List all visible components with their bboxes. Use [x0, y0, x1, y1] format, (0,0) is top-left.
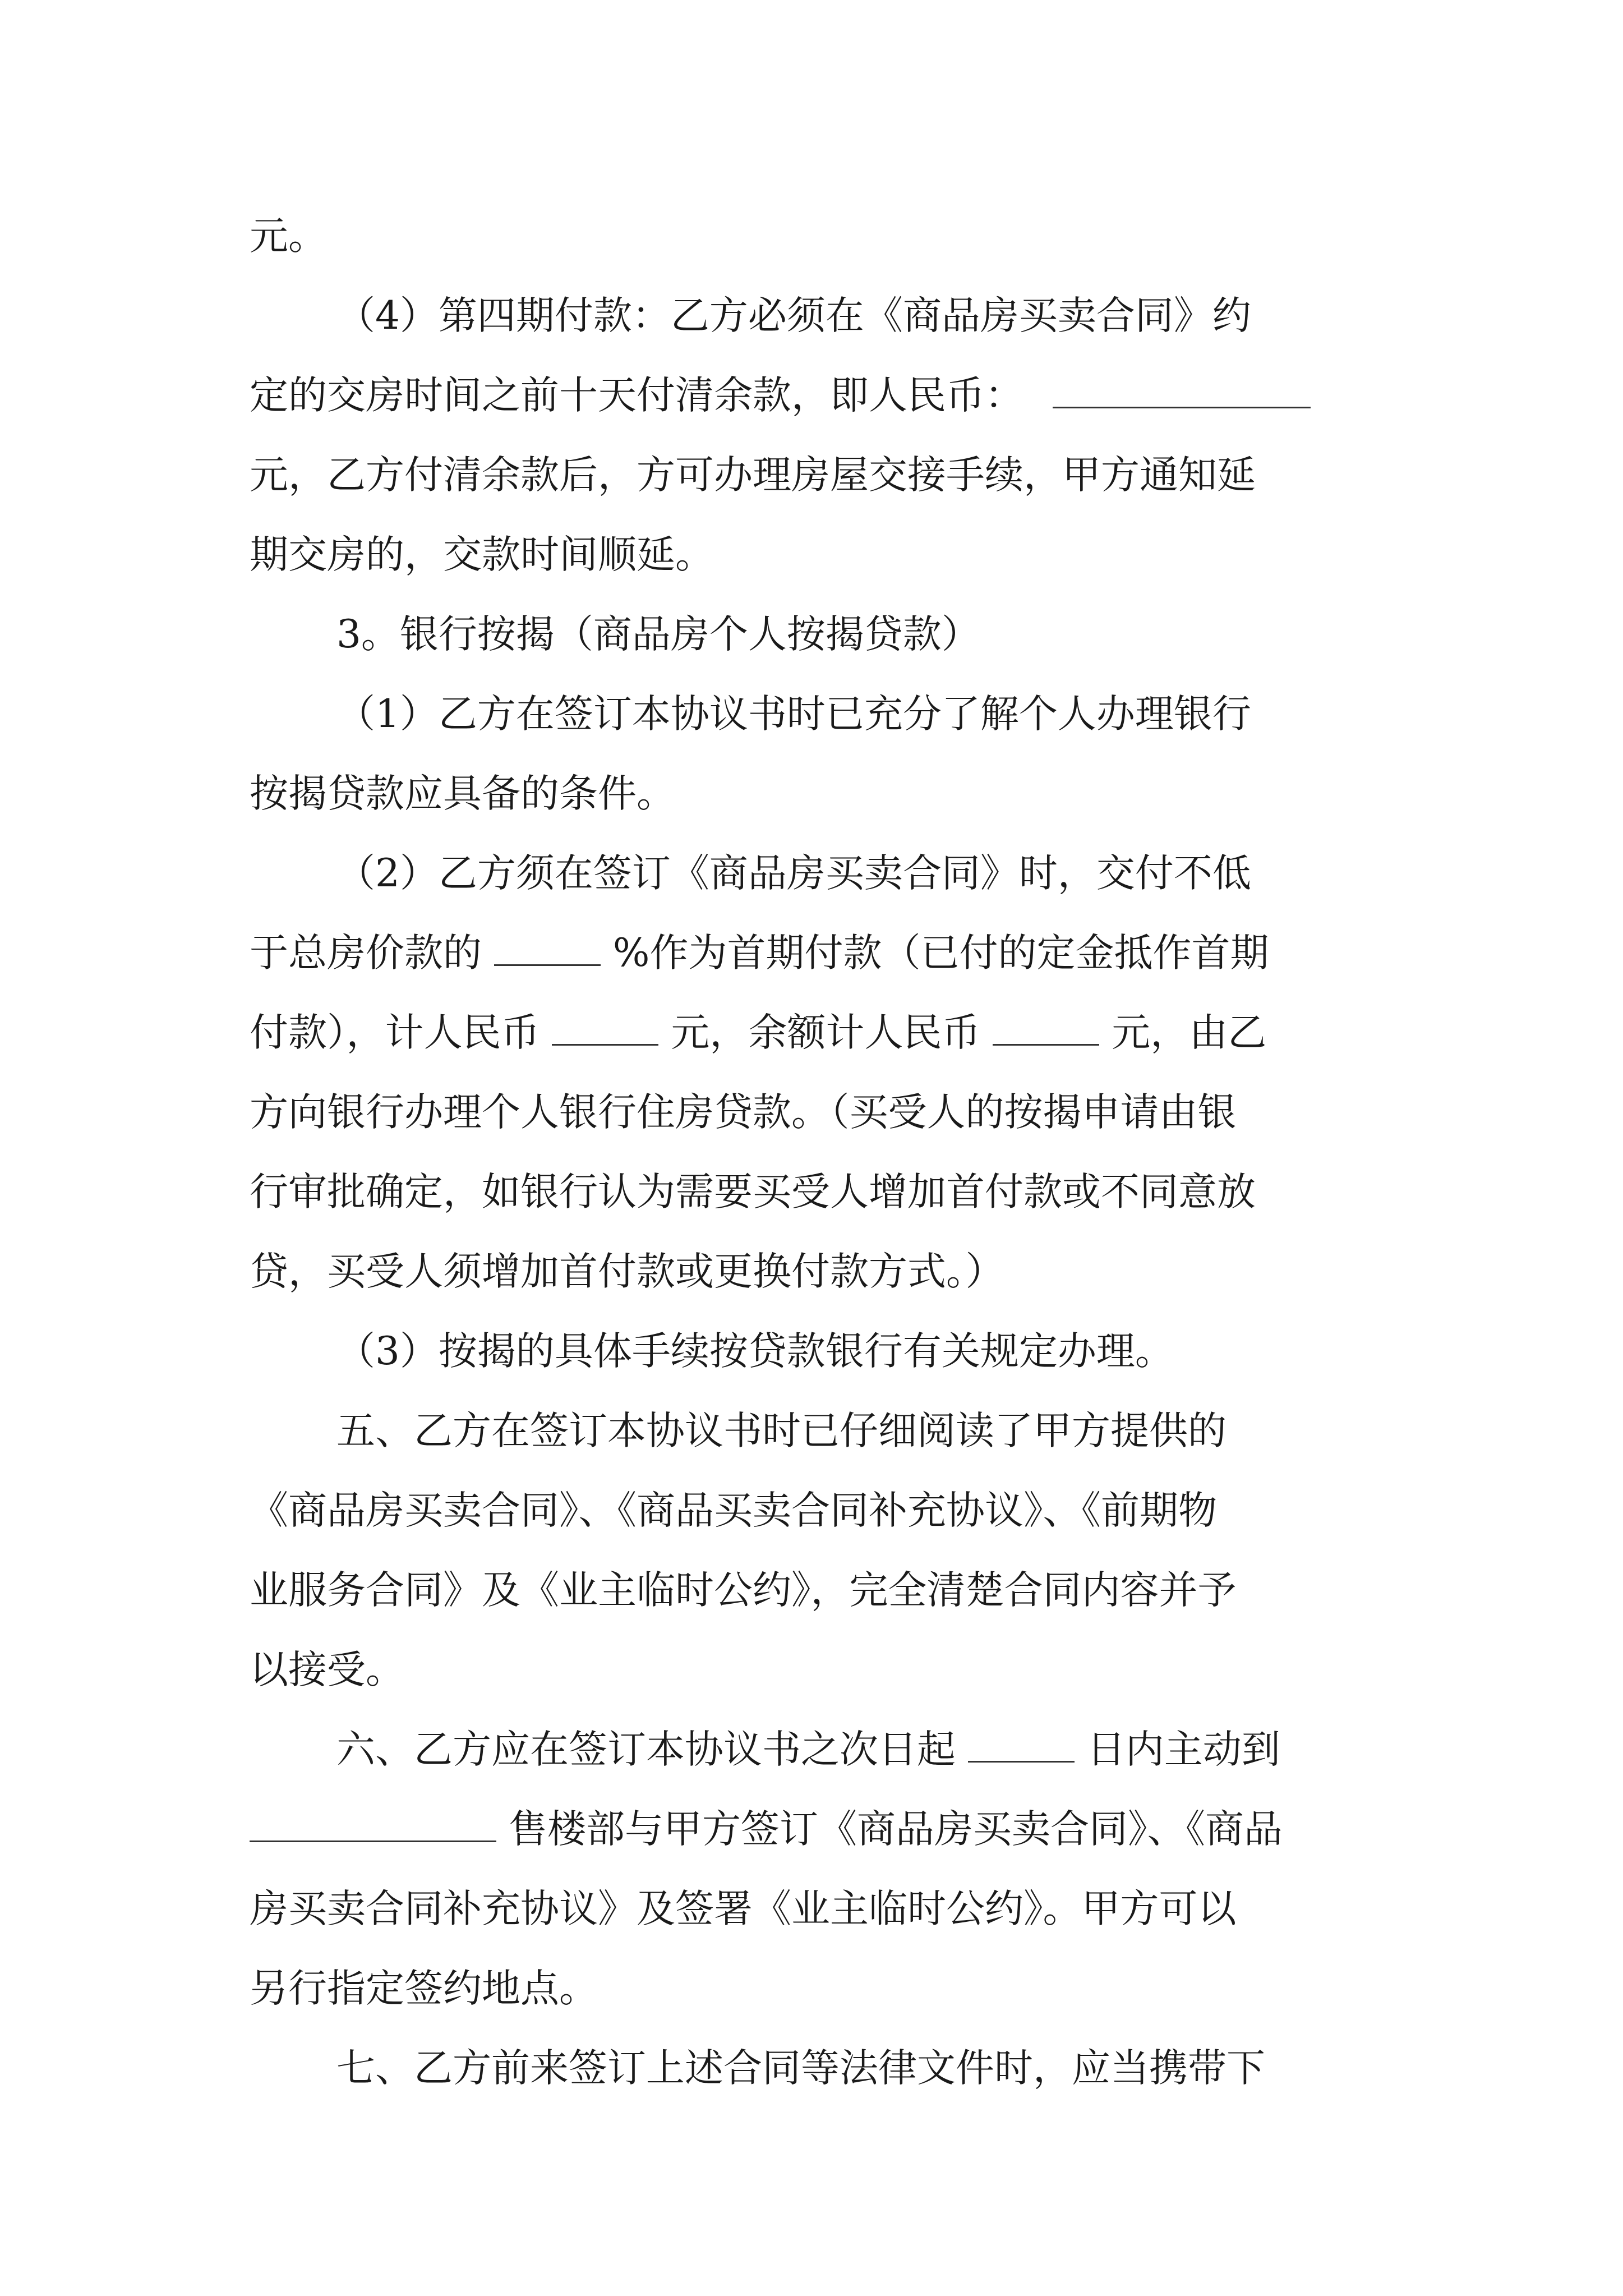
line-text: 3。银行按揭（商品房个人按揭贷款） [336, 612, 980, 657]
article-5 [336, 1400, 1227, 1462]
clause-3-1 [336, 683, 1251, 745]
line-text: 五、乙方在签订本协议书时已仔细阅读了甲方提供的 [336, 1409, 1227, 1453]
line-text: （1）乙方在签订本协议书时已充分了解个人办理银行 [336, 692, 1251, 737]
line-text: 于总房价款的 [250, 931, 482, 976]
text-line [250, 1241, 1004, 1303]
article-7 [336, 2037, 1265, 2099]
text-line [250, 1480, 1217, 1542]
article-6 [336, 1719, 1280, 1780]
line-text: 日内主动到 [1086, 1727, 1280, 1772]
section-3-heading [336, 604, 980, 665]
fill-blank[interactable] [993, 1010, 1099, 1046]
text-line [250, 763, 675, 825]
line-text: 元，乙方付清余款后，方可办理房屋交接手续，甲方通知延 [250, 453, 1256, 498]
fill-blank[interactable] [552, 1010, 658, 1046]
text-line [250, 205, 327, 267]
fill-blank[interactable] [968, 1727, 1075, 1763]
text-line [250, 1002, 1266, 1064]
clause-4-4 [336, 285, 1251, 347]
line-text: 贷，买受人须增加首付款或更换付款方式。） [250, 1249, 1004, 1294]
text-line [250, 1161, 1256, 1223]
fill-blank[interactable] [1053, 373, 1311, 408]
fill-blank[interactable] [494, 931, 601, 966]
line-text: （3）按揭的具体手续按贷款银行有关规定办理。 [336, 1329, 1174, 1374]
line-text: （2）乙方须在签订《商品房买卖合同》时，交付不低 [336, 851, 1251, 896]
line-text: 元。 [250, 214, 327, 259]
clause-3-3 [336, 1320, 1174, 1382]
text-line [250, 1559, 1237, 1621]
line-text: 售楼部与甲方签订《商品房买卖合同》、《商品 [508, 1807, 1283, 1852]
fill-blank[interactable] [250, 1807, 496, 1842]
clause-3-2 [336, 843, 1251, 904]
text-line [250, 922, 1269, 984]
line-text: （4）第四期付款：乙方必须在《商品房买卖合同》约 [336, 293, 1251, 338]
line-text: 元，由乙 [1112, 1010, 1267, 1055]
line-text: 《商品房买卖合同》、《商品买卖合同补充协议》、《前期物 [250, 1488, 1217, 1533]
line-text: 以接受。 [250, 1648, 404, 1692]
line-text: 七、乙方前来签订上述合同等法律文件时，应当携带下 [336, 2046, 1265, 2091]
line-text: 元，余额计人民币 [671, 1010, 981, 1055]
line-text: 期交房的，交款时间顺延。 [250, 532, 714, 577]
text-line [250, 1878, 1237, 1940]
line-text: %作为首期付款（已付的定金抵作首期 [612, 931, 1269, 976]
text-line [250, 444, 1256, 506]
text-line [250, 1639, 404, 1701]
line-text: 方向银行办理个人银行住房贷款。（买受人的按揭申请由银 [250, 1090, 1237, 1135]
text-line [250, 1082, 1237, 1143]
line-text: 付款），计人民币 [250, 1010, 540, 1055]
line-text: 按揭贷款应具备的条件。 [250, 771, 675, 816]
line-text: 业服务合同》及《业主临时公约》，完全清楚合同内容并予 [250, 1568, 1237, 1613]
text-line [250, 1798, 1283, 1860]
text-line [250, 1958, 598, 2019]
line-text: 定的交房时间之前十天付清余款，即人民币： [250, 373, 1023, 418]
text-line [250, 524, 714, 586]
line-text: 房买卖合同补充协议》及签署《业主临时公约》。甲方可以 [250, 1887, 1237, 1931]
line-text: 行审批确定，如银行认为需要买受人增加首付款或不同意放 [250, 1170, 1256, 1214]
text-line [250, 365, 1311, 426]
line-text: 六、乙方应在签订本协议书之次日起 [336, 1727, 956, 1772]
line-text: 另行指定签约地点。 [250, 1966, 598, 2011]
